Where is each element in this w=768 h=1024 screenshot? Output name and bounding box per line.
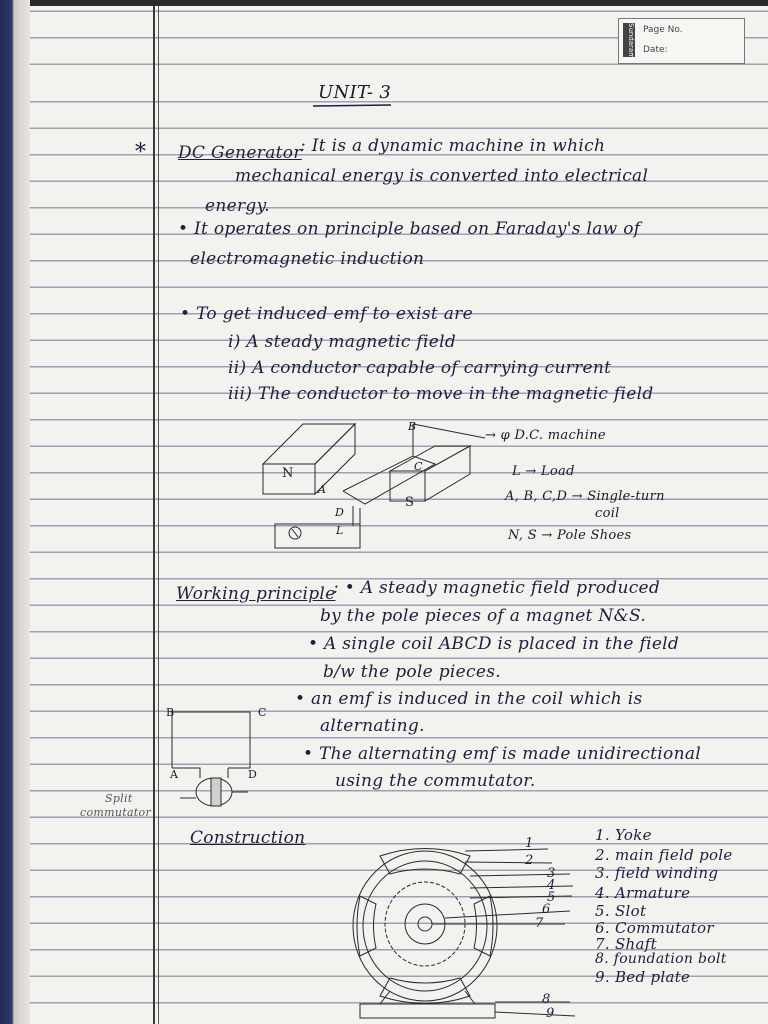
star-bullet: * (135, 140, 147, 165)
part-9-bed-plate: 9. Bed plate (595, 968, 691, 986)
fig2-label-C: C (258, 706, 267, 719)
principle-line-2: electromagnetic induction (190, 249, 425, 269)
fig1-key-coil-cont: coil (595, 506, 620, 521)
requirements-heading: • To get induced emf to exist are (180, 304, 473, 324)
margin-line-inner (158, 6, 159, 1024)
definition-line-2: mechanical energy is converted into electrical (235, 166, 649, 186)
callout-4: 4 (547, 878, 556, 893)
page-no-label: Page No. (643, 25, 683, 35)
callout-5: 5 (547, 890, 556, 905)
working-line-6: alternating. (320, 716, 425, 736)
fig1-label-D: D (335, 506, 345, 519)
working-line-2: by the pole pieces of a magnet N&S. (320, 606, 647, 626)
working-line-4: b/w the pole pieces. (323, 662, 501, 682)
callout-6: 6 (542, 902, 551, 917)
split-commutator-label-1: Split (105, 792, 133, 805)
page-title: UNIT- 3 (318, 82, 392, 103)
notebook-page (30, 6, 768, 1024)
dc-generator-term: DC Generator (178, 143, 302, 163)
callout-1: 1 (525, 836, 534, 851)
fig2-label-A: A (170, 768, 179, 781)
callout-2: 2 (525, 853, 534, 868)
fig1-label-C: C (414, 460, 423, 473)
definition-line-3: energy. (205, 196, 270, 216)
requirement-2: ii) A conductor capable of carrying current (228, 358, 612, 378)
requirement-3: iii) The conductor to move in the magnetic field (228, 384, 654, 404)
part-8-foundation-bolt: 8. foundation bolt (595, 951, 727, 967)
callout-8: 8 (542, 992, 551, 1007)
working-line-3: • A single coil ABCD is placed in the field (308, 634, 680, 654)
callout-9: 9 (546, 1006, 555, 1021)
brand-logo: Sundaram (623, 23, 635, 57)
working-line-7: • The alternating emf is made unidirectional (303, 744, 701, 764)
split-commutator-label-2: commutator (80, 806, 152, 819)
notebook-binding-edge (0, 0, 30, 1024)
working-principle-heading: Working principle (176, 584, 336, 604)
fig1-key-load: L → Load (512, 464, 575, 479)
callout-3: 3 (547, 866, 556, 881)
part-3-field-winding: 3. field winding (595, 864, 719, 882)
coil-commutator-sketch (160, 706, 260, 816)
fig1-key-pole-shoes: N, S → Pole Shoes (508, 528, 632, 543)
part-7-shaft: 7. Shaft (595, 935, 657, 953)
fig2-label-D: D (248, 768, 258, 781)
working-line-8: using the commutator. (335, 771, 536, 791)
fig1-key-machine: → φ D.C. machine (485, 428, 606, 443)
margin-line (153, 6, 155, 1024)
fig2-label-B: B (166, 706, 175, 719)
title-underline (313, 104, 393, 108)
date-label: Date: (643, 45, 668, 55)
fig1-label-A: A (318, 483, 327, 496)
page-number-date-box (618, 18, 745, 64)
fig1-label-L: L (336, 524, 344, 537)
part-4-armature: 4. Armature (595, 884, 691, 902)
principle-line-1: • It operates on principle based on Faraday's law of (178, 219, 641, 239)
working-line-5: • an emf is induced in the coil which is (295, 689, 643, 709)
working-line-1: : • A steady magnetic field produced (333, 578, 661, 598)
fig1-label-B: B (408, 420, 417, 433)
dc-generator-construction-sketch (320, 836, 560, 1024)
fig1-label-S: S (405, 495, 415, 510)
dc-machine-sketch (255, 416, 515, 551)
fig1-key-coil: A, B, C,D → Single-turn (505, 489, 665, 504)
requirement-1: i) A steady magnetic field (228, 332, 457, 352)
part-2-main-field-pole: 2. main field pole (595, 846, 733, 864)
part-6-commutator: 6. Commutator (595, 919, 714, 937)
definition-line-1: : It is a dynamic machine in which (300, 136, 606, 156)
fig1-label-N: N (282, 466, 294, 481)
part-5-slot: 5. Slot (595, 902, 647, 920)
callout-7: 7 (535, 916, 544, 931)
construction-heading: Construction (190, 828, 306, 848)
part-1-yoke: 1. Yoke (595, 826, 652, 844)
